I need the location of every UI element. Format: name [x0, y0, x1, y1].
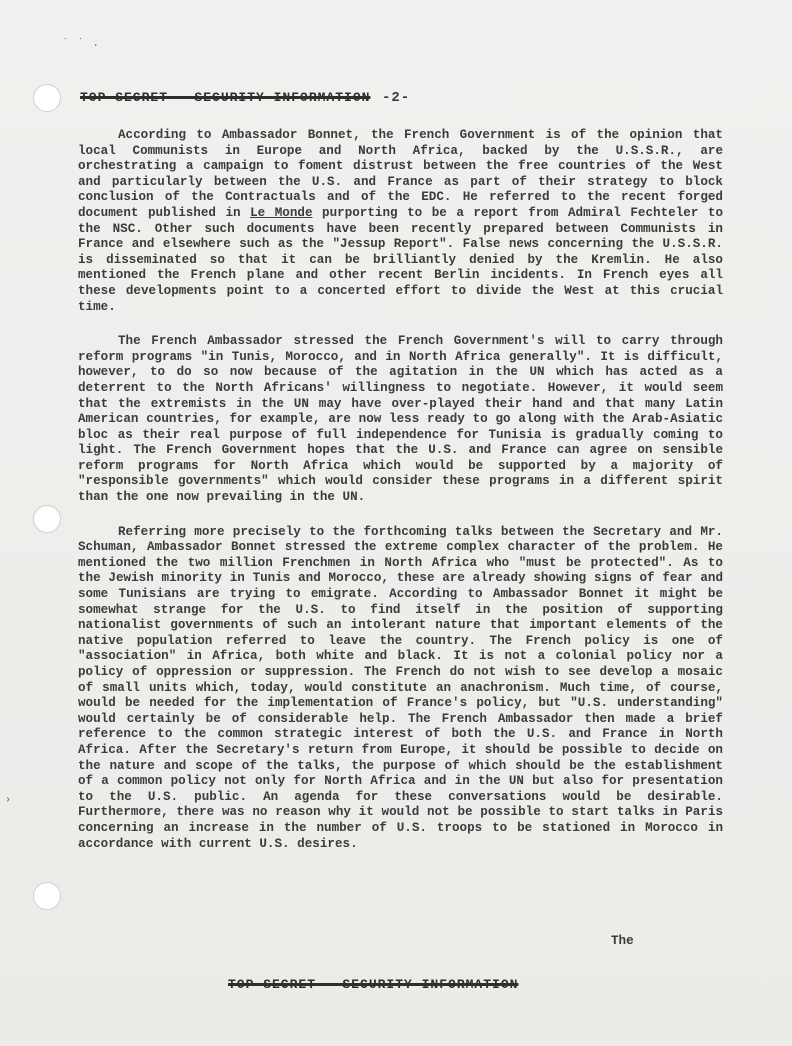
paragraph-1: According to Ambassador Bonnet, the French Government is of the opinion that local Communists in Europe and North Africa, backed by the U.S.S.R., are orchestrating a campaign to foment distrust between the free countries of the West and particularly between the U.S. and France as part of their strategy to block conclusion of the Contractuals and of the EDC. He referred to the recent forged document published in Le Monde purporting to be a report from Admiral Fechteler to the NSC. Other such documents have been recently prepared between Communists in France and elsewhere such as the "Jessup Report". False news concerning the U.S.S.R. is disseminated so that it can be brilliantly denied by the Kremlin. He also mentioned the French plane and other recent Berlin incidents. In French eyes all these developments point to a concerted effort to divide the West at this crucial time. [78, 128, 723, 314]
punch-hole [33, 84, 61, 112]
corner-scribble: ˙ ˙ . [62, 38, 101, 50]
paragraph-2: The French Ambassador stressed the French Government's will to carry through reform programs "in Tunis, Morocco, and in North Africa generally". It is difficult, however, to do so now because of the agitation in the UN which has acted as a deterrent to the North Africans' willingness to negotiate. However, it would seem that the extremists in the UN may have over-played their hand and that many Latin American countries, for example, are now less ready to go along with the Arab-Asiatic bloc as their real purpose of full independence for Tunisia is gradually coming to light. The French Government hopes that the U.S. and France can agree on sensible reform programs for North Africa which would be supported by a majority of "responsible governments" which would consider these programs in a different spirit than the one now prevailing in the UN. [78, 334, 723, 505]
paragraph-3: Referring more precisely to the forthcoming talks between the Secretary and Mr. Schuman, Ambassador Bonnet stressed the extreme complex character of the problem. He mentioned the two million Frenchmen in North Africa who "must be protected". As to the Jewish minority in Tunis and Morocco, these are already showing signs of fear and some Tunisians are trying to emigrate. According to Ambassador Bonnet it might be somewhat strange for the U.S. to find itself in the position of supporting nationalist governments of such an intolerant nature that important elements of the native population referred to leave the country. The French policy is one of "association" in Africa, both white and black. It is not a colonial policy nor a policy of oppression or suppression. The French do not wish to see develop a mosaic of small units which, today, would constitute an anachronism. Much time, of course, would be needed for the implementation of France's policy, but "U.S. understanding" would certainly be of considerable help. The French Ambassador then made a brief reference to the common strategic interest of both the U.S. and France in North Africa. After the Secretary's return from Europe, it should be possible to decide on the nature and scope of the talks, the purpose of which should be the establishment of a common policy not only for North Africa and in the UN but also for presentation to the U.S. public. An agenda for these conversations would be desirable. Furthermore, there was no reason why it would not be possible to start talks in Paris concerning an increase in the number of U.S. troops to be stationed in Morocco in accordance with current U.S. desires. [78, 524, 723, 851]
margin-mark: › [5, 795, 12, 806]
punch-hole [33, 882, 61, 910]
memo-body [78, 128, 723, 871]
footer-classification: TOP SECRET - SECURITY INFORMATION [228, 977, 519, 992]
page-number: -2- [382, 90, 411, 106]
catchword: The [611, 934, 634, 948]
punch-hole [33, 505, 61, 533]
publication-name: Le Monde [250, 205, 313, 220]
header-classification: TOP SECRET - SECURITY INFORMATION [80, 90, 371, 105]
